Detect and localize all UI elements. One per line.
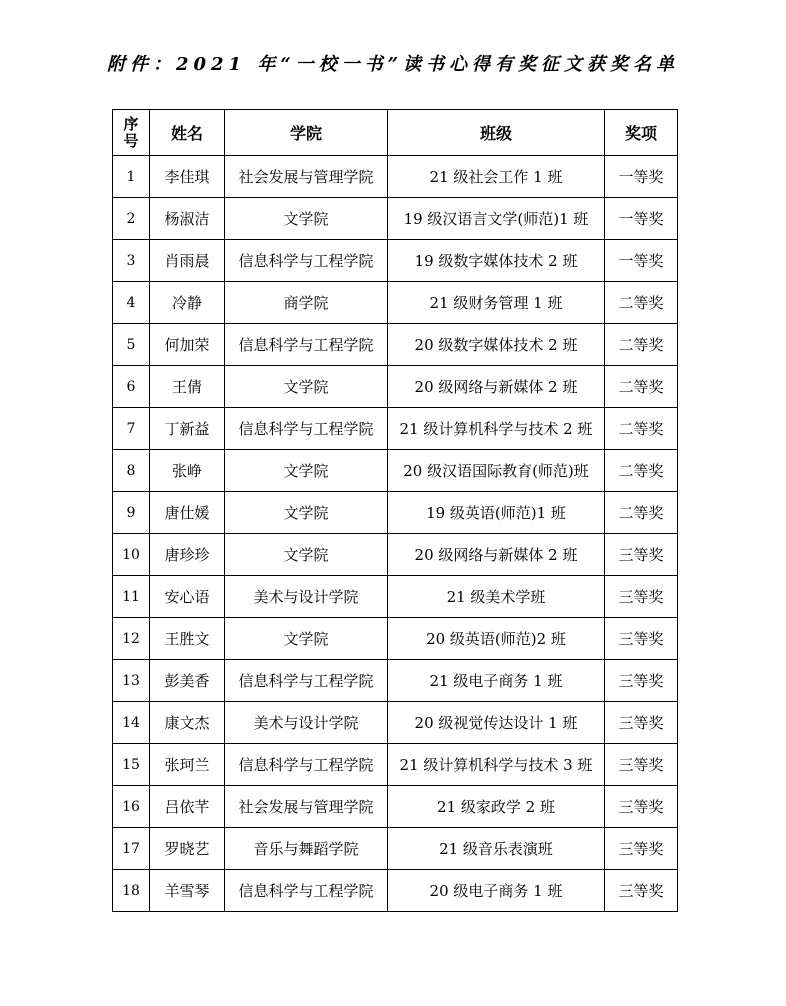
table-header-row [113, 110, 678, 156]
table-row [113, 492, 678, 534]
header-prize: 奖项 [605, 110, 678, 156]
cell-name: 唐仕媛 [150, 492, 225, 534]
table-row [113, 240, 678, 282]
cell-name: 康文杰 [150, 702, 225, 744]
cell-college: 音乐与舞蹈学院 [225, 828, 388, 870]
cell-class: 20 级网络与新媒体 2 班 [388, 366, 605, 408]
cell-class: 20 级英语(师范)2 班 [388, 618, 605, 660]
table-row [113, 534, 678, 576]
table-row [113, 660, 678, 702]
cell-index: 18 [113, 870, 150, 912]
header-class: 班级 [388, 110, 605, 156]
cell-class: 20 级电子商务 1 班 [388, 870, 605, 912]
cell-class: 21 级家政学 2 班 [388, 786, 605, 828]
cell-name: 彭美香 [150, 660, 225, 702]
cell-prize: 二等奖 [605, 366, 678, 408]
cell-college: 文学院 [225, 366, 388, 408]
cell-class: 20 级视觉传达设计 1 班 [388, 702, 605, 744]
table-row [113, 828, 678, 870]
cell-index: 12 [113, 618, 150, 660]
cell-index: 5 [113, 324, 150, 366]
cell-index: 13 [113, 660, 150, 702]
table-row [113, 618, 678, 660]
cell-index: 9 [113, 492, 150, 534]
cell-prize: 三等奖 [605, 744, 678, 786]
cell-name: 肖雨晨 [150, 240, 225, 282]
cell-name: 唐珍珍 [150, 534, 225, 576]
cell-class: 20 级数字媒体技术 2 班 [388, 324, 605, 366]
table-row [113, 450, 678, 492]
cell-prize: 三等奖 [605, 576, 678, 618]
header-index: 序 号 [113, 110, 150, 156]
cell-name: 张珂兰 [150, 744, 225, 786]
cell-prize: 三等奖 [605, 828, 678, 870]
cell-prize: 一等奖 [605, 240, 678, 282]
cell-college: 信息科学与工程学院 [225, 660, 388, 702]
cell-index: 17 [113, 828, 150, 870]
cell-index: 1 [113, 156, 150, 198]
cell-college: 信息科学与工程学院 [225, 870, 388, 912]
cell-college: 美术与设计学院 [225, 576, 388, 618]
cell-college: 文学院 [225, 492, 388, 534]
cell-college: 商学院 [225, 282, 388, 324]
cell-index: 2 [113, 198, 150, 240]
cell-class: 21 级社会工作 1 班 [388, 156, 605, 198]
cell-index: 7 [113, 408, 150, 450]
cell-prize: 二等奖 [605, 450, 678, 492]
cell-name: 何加荣 [150, 324, 225, 366]
cell-college: 文学院 [225, 198, 388, 240]
cell-class: 20 级网络与新媒体 2 班 [388, 534, 605, 576]
cell-name: 王胜文 [150, 618, 225, 660]
table-row [113, 576, 678, 618]
cell-index: 15 [113, 744, 150, 786]
cell-prize: 三等奖 [605, 660, 678, 702]
header-college: 学院 [225, 110, 388, 156]
cell-class: 19 级数字媒体技术 2 班 [388, 240, 605, 282]
award-table [112, 109, 678, 912]
cell-prize: 三等奖 [605, 618, 678, 660]
cell-class: 19 级汉语言文学(师范)1 班 [388, 198, 605, 240]
cell-name: 罗晓艺 [150, 828, 225, 870]
cell-class: 20 级汉语国际教育(师范)班 [388, 450, 605, 492]
table-row [113, 744, 678, 786]
table-row [113, 870, 678, 912]
cell-college: 文学院 [225, 450, 388, 492]
cell-college: 文学院 [225, 618, 388, 660]
table-row [113, 198, 678, 240]
cell-college: 文学院 [225, 534, 388, 576]
cell-name: 丁新益 [150, 408, 225, 450]
cell-prize: 三等奖 [605, 702, 678, 744]
cell-index: 10 [113, 534, 150, 576]
cell-class: 21 级财务管理 1 班 [388, 282, 605, 324]
cell-prize: 一等奖 [605, 198, 678, 240]
cell-index: 6 [113, 366, 150, 408]
cell-name: 羊雪琴 [150, 870, 225, 912]
table-row [113, 408, 678, 450]
cell-class: 21 级计算机科学与技术 3 班 [388, 744, 605, 786]
table-row [113, 156, 678, 198]
cell-college: 信息科学与工程学院 [225, 240, 388, 282]
table-row [113, 702, 678, 744]
table-row [113, 786, 678, 828]
cell-prize: 二等奖 [605, 324, 678, 366]
cell-index: 4 [113, 282, 150, 324]
cell-class: 19 级英语(师范)1 班 [388, 492, 605, 534]
table-row [113, 324, 678, 366]
cell-college: 信息科学与工程学院 [225, 744, 388, 786]
cell-college: 社会发展与管理学院 [225, 156, 388, 198]
cell-index: 3 [113, 240, 150, 282]
cell-index: 16 [113, 786, 150, 828]
cell-name: 安心语 [150, 576, 225, 618]
cell-name: 杨淑洁 [150, 198, 225, 240]
cell-prize: 二等奖 [605, 282, 678, 324]
cell-prize: 三等奖 [605, 786, 678, 828]
cell-name: 冷静 [150, 282, 225, 324]
cell-index: 11 [113, 576, 150, 618]
cell-prize: 二等奖 [605, 492, 678, 534]
cell-index: 14 [113, 702, 150, 744]
cell-prize: 一等奖 [605, 156, 678, 198]
cell-college: 信息科学与工程学院 [225, 324, 388, 366]
cell-college: 美术与设计学院 [225, 702, 388, 744]
cell-name: 李佳琪 [150, 156, 225, 198]
cell-class: 21 级美术学班 [388, 576, 605, 618]
cell-class: 21 级音乐表演班 [388, 828, 605, 870]
cell-class: 21 级计算机科学与技术 2 班 [388, 408, 605, 450]
cell-prize: 三等奖 [605, 534, 678, 576]
cell-name: 王倩 [150, 366, 225, 408]
cell-prize: 二等奖 [605, 408, 678, 450]
cell-prize: 三等奖 [605, 870, 678, 912]
cell-index: 8 [113, 450, 150, 492]
document-title: 附件：2021 年“一校一书”读书心得有奖征文获奖名单 [106, 54, 680, 75]
cell-name: 张峥 [150, 450, 225, 492]
cell-name: 吕依芊 [150, 786, 225, 828]
cell-college: 信息科学与工程学院 [225, 408, 388, 450]
table-row [113, 282, 678, 324]
cell-college: 社会发展与管理学院 [225, 786, 388, 828]
table-row [113, 366, 678, 408]
header-name: 姓名 [150, 110, 225, 156]
cell-class: 21 级电子商务 1 班 [388, 660, 605, 702]
table-body [113, 156, 678, 912]
